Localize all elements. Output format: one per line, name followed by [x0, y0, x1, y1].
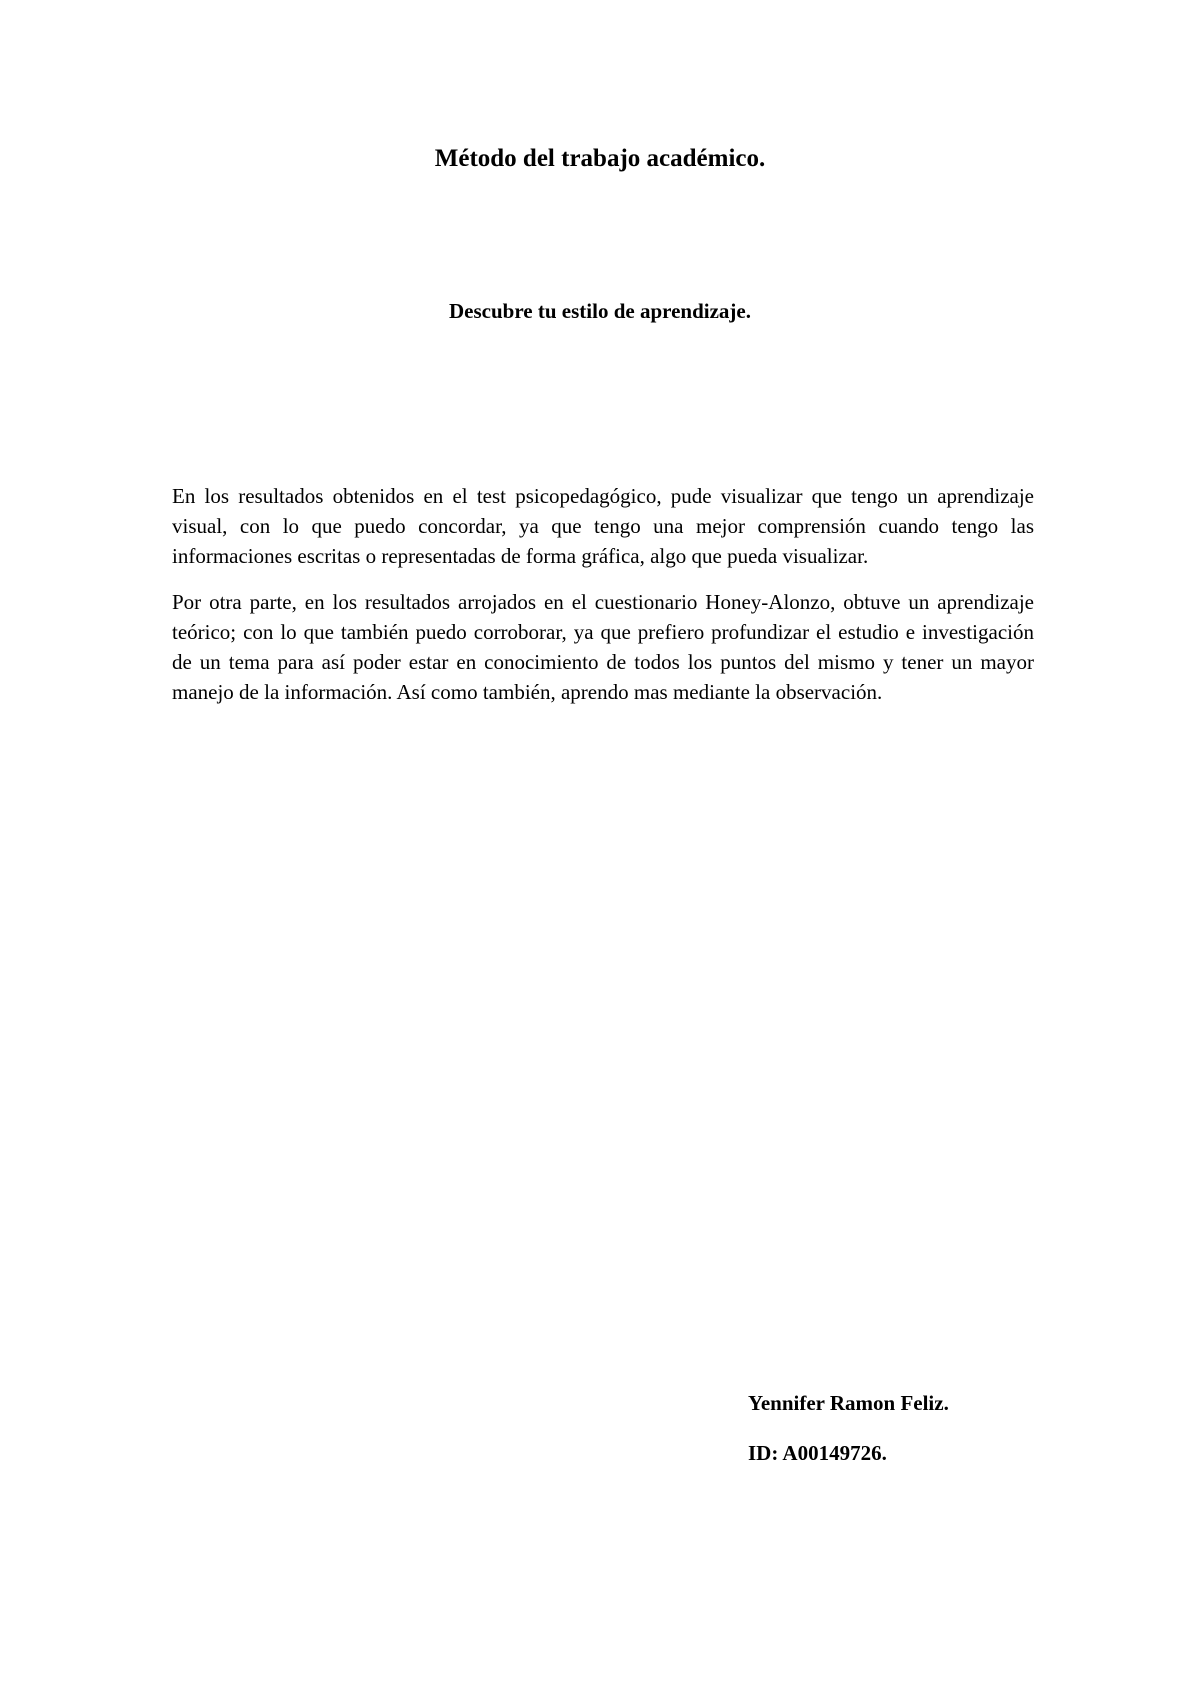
author-name: Yennifer Ramon Feliz. [748, 1391, 949, 1415]
paragraph-learning-style: En los resultados obtenidos en el test psicopedagógico, pude visualizar que tengo un aprendizaje visual, con lo que puedo concordar, ya que tengo una mejor comprensión cuando tengo las informaciones escritas o representadas de forma gráfica, algo que pueda visualizar. [172, 484, 1034, 568]
document-subtitle: Descubre tu estilo de aprendizaje. [449, 299, 751, 323]
paragraph-honey-alonzo: Por otra parte, en los resultados arrojados en el cuestionario Honey-Alonzo, obtuve un aprendizaje teórico; con lo que también puedo corroborar, ya que prefiero profundizar el estudio e investigación de un tema para así poder estar en conocimiento de todos los puntos del mismo y tener un mayor manejo de la información. Así como también, aprendo mas mediante la observación. [172, 590, 1034, 704]
signature-block [748, 1390, 1148, 1490]
document-body [172, 481, 1034, 723]
document-title: Método del trabajo académico. [434, 145, 766, 172]
author-id: ID: A00149726. [748, 1441, 887, 1465]
